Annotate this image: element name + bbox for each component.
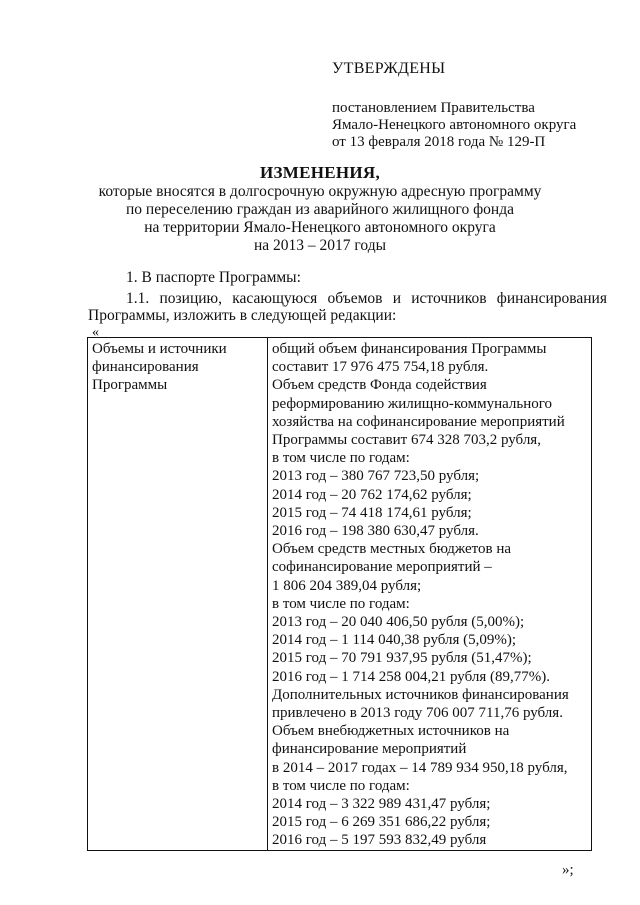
value-line: составит 17 976 475 754,18 рубля. xyxy=(272,359,489,376)
value-line: 2015 год – 74 418 174,61 рубля; xyxy=(272,504,472,521)
word: источников xyxy=(411,290,487,307)
label-cell xyxy=(88,338,268,851)
value-line: 2016 год – 5 197 593 832,49 рубля xyxy=(272,832,487,849)
value-cell xyxy=(268,338,592,851)
subtitle-line: на территории Ямало-Ненецкого автономного округа xyxy=(144,219,496,236)
table-row xyxy=(88,338,592,851)
value-line: Объем средств местных бюджетов на xyxy=(272,541,512,558)
value-line: 2016 год – 198 380 630,47 рубля. xyxy=(272,523,479,540)
program-financing-table xyxy=(87,337,592,851)
subtitle-line: которые вносятся в долгосрочную окружную адресную программу xyxy=(98,183,542,200)
value-line: общий объем финансирования Программы xyxy=(272,341,547,357)
item-1-1-continuation: Программы, изложить в следующей редакции: xyxy=(88,307,397,324)
word: позицию, xyxy=(159,290,222,307)
value-line: 2013 год – 20 040 406,50 рубля (5,00%); xyxy=(272,614,525,631)
word: касающуюся xyxy=(232,290,318,307)
value-line: 2014 год – 1 114 040,38 рубля (5,09%); xyxy=(272,632,517,649)
word: объемов xyxy=(327,290,383,307)
value-line: реформированию жилищно-коммунального xyxy=(272,395,553,412)
closing-quote: »; xyxy=(562,862,574,878)
opening-quote: « xyxy=(92,325,99,340)
label-line: Объемы и источники xyxy=(92,341,227,357)
value-line: Объем средств Фонда содействия xyxy=(272,377,487,394)
value-line: 2015 год – 70 791 937,95 рубля (51,47%); xyxy=(272,650,532,667)
approval-title: УТВЕРЖДЕНЫ xyxy=(332,60,446,77)
subtitle-line: на 2013 – 2017 годы xyxy=(254,237,386,254)
value-line: финансирование мероприятий xyxy=(272,741,467,758)
value-line: в том числе по годам: xyxy=(272,595,410,612)
value-line: в 2014 – 2017 годах – 14 789 934 950,18 рубля, xyxy=(272,759,568,776)
document-title: ИЗМЕНЕНИЯ, xyxy=(259,163,381,182)
value-line: Дополнительных источников финансирования xyxy=(272,686,569,703)
item-1-1-line xyxy=(126,290,607,307)
value-line: софинансирование мероприятий – xyxy=(272,559,492,576)
value-line: в том числе по годам: xyxy=(272,450,410,467)
value-line: привлечено в 2013 году 706 007 711,76 рубля. xyxy=(272,705,563,722)
word: и xyxy=(392,290,402,307)
label-line: финансирования xyxy=(92,359,199,376)
value-line: 2015 год – 6 269 351 686,22 рубля; xyxy=(272,814,491,831)
word: 1.1. xyxy=(126,290,150,307)
decree-line: Ямало-Ненецкого автономного округа xyxy=(332,117,577,133)
item-1: 1. В паспорте Программы: xyxy=(126,269,301,286)
value-line: 1 806 204 389,04 рубля; xyxy=(272,577,422,594)
label-line: Программы xyxy=(92,377,168,394)
decree-line: от 13 февраля 2018 года № 129-П xyxy=(332,134,546,150)
value-line: 2013 год – 380 767 723,50 рубля; xyxy=(272,468,480,485)
subtitle-line: по переселению граждан из аварийного жилищного фонда xyxy=(126,201,514,218)
value-line: в том числе по годам: xyxy=(272,777,410,794)
value-line: 2014 год – 3 322 989 431,47 рубля; xyxy=(272,796,491,813)
word: финансирования xyxy=(496,290,607,307)
value-line: 2014 год – 20 762 174,62 рубля; xyxy=(272,486,472,503)
value-line: Программы составит 674 328 703,2 рубля, xyxy=(272,432,541,449)
value-line: 2016 год – 1 714 258 004,21 рубля (89,77%). xyxy=(272,668,550,685)
value-line: хозяйства на софинансирование мероприятий xyxy=(272,413,565,430)
decree-line: постановлением Правительства xyxy=(332,100,535,116)
value-line: Объем внебюджетных источников на xyxy=(272,723,510,740)
